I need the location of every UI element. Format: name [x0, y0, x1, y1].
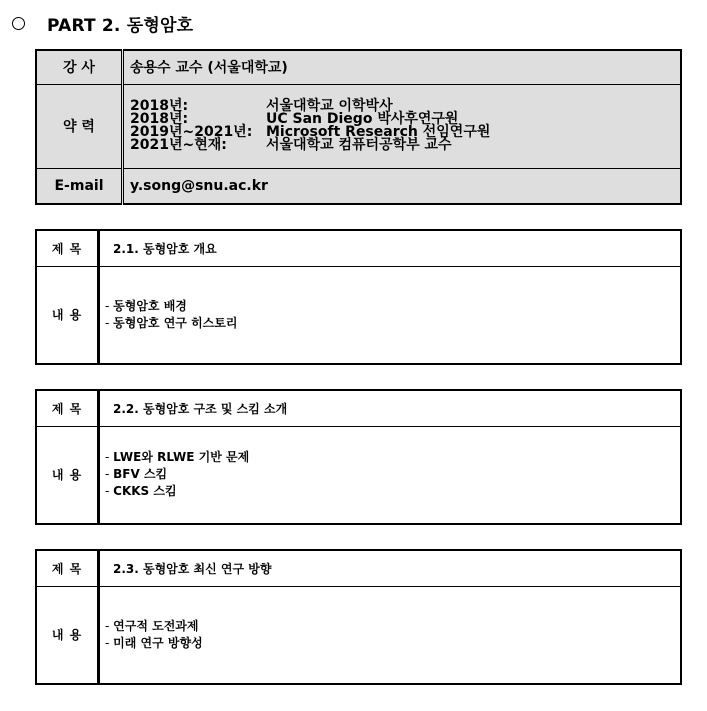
lecture-content-row	[36, 586, 681, 684]
lecture-title-label: 제 목	[36, 230, 99, 266]
lecture-title-row	[36, 550, 681, 586]
lecture-content-label: 내 용	[36, 266, 99, 364]
lecture-title: 2.3. 동형암호 최신 연구 방향	[99, 550, 682, 586]
instructor-career-row	[36, 84, 681, 168]
list-item: - 미래 연구 방향성	[105, 635, 679, 652]
lecture-table-3	[35, 549, 682, 685]
lecture-title-label: 제 목	[36, 550, 99, 586]
part-title	[10, 8, 193, 38]
instructor-name-row	[36, 50, 681, 84]
career-period: 2018년:	[130, 111, 189, 127]
career-desc: UC San Diego 박사후연구원	[266, 111, 459, 127]
career-list	[130, 98, 679, 154]
list-item: - BFV 스킴	[105, 466, 679, 483]
lecture-content-label: 내 용	[36, 426, 99, 524]
list-item: - 동형암호 배경	[105, 298, 679, 315]
lecture-title-row	[36, 230, 681, 266]
instructor-email-value: y.song@snu.ac.kr	[123, 168, 682, 204]
list-item: - 동형암호 연구 히스토리	[105, 315, 679, 332]
lecture-content-label: 내 용	[36, 586, 99, 684]
career-desc: 서울대학교 컴퓨터공학부 교수	[266, 137, 452, 153]
list-item: - 연구적 도전과제	[105, 618, 679, 635]
career-period: 2021년~현재:	[130, 137, 227, 153]
part-title-text: PART 2. 동형암호	[47, 15, 194, 36]
career-desc: 서울대학교 이학박사	[266, 98, 393, 114]
lecture-content-row	[36, 426, 681, 524]
instructor-career-cell	[123, 84, 682, 168]
lecture-title-label: 제 목	[36, 390, 99, 426]
lecture-table-1	[35, 229, 682, 365]
career-period: 2018년:	[130, 98, 189, 114]
instructor-name-label: 강 사	[36, 50, 123, 84]
list-item: - LWE와 RLWE 기반 문제	[105, 449, 679, 466]
career-desc: Microsoft Research 선임연구원	[266, 124, 491, 140]
circle-bullet-icon	[12, 17, 25, 30]
lecture-content	[99, 266, 682, 364]
lecture-title-row	[36, 390, 681, 426]
lecture-table-2	[35, 389, 682, 525]
instructor-name-value: 송용수 교수 (서울대학교)	[123, 50, 682, 84]
instructor-email-label: E-mail	[36, 168, 123, 204]
lecture-content	[99, 586, 682, 684]
lecture-title: 2.1. 동형암호 개요	[99, 230, 682, 266]
career-period: 2019년~2021년:	[130, 124, 253, 140]
lecture-content	[99, 426, 682, 524]
instructor-career-label: 약 력	[36, 84, 123, 168]
instructor-email-row	[36, 168, 681, 204]
list-item: - CKKS 스킴	[105, 483, 679, 500]
instructor-info-table	[35, 49, 682, 205]
lecture-title: 2.2. 동형암호 구조 및 스킴 소개	[99, 390, 682, 426]
lecture-content-row	[36, 266, 681, 364]
